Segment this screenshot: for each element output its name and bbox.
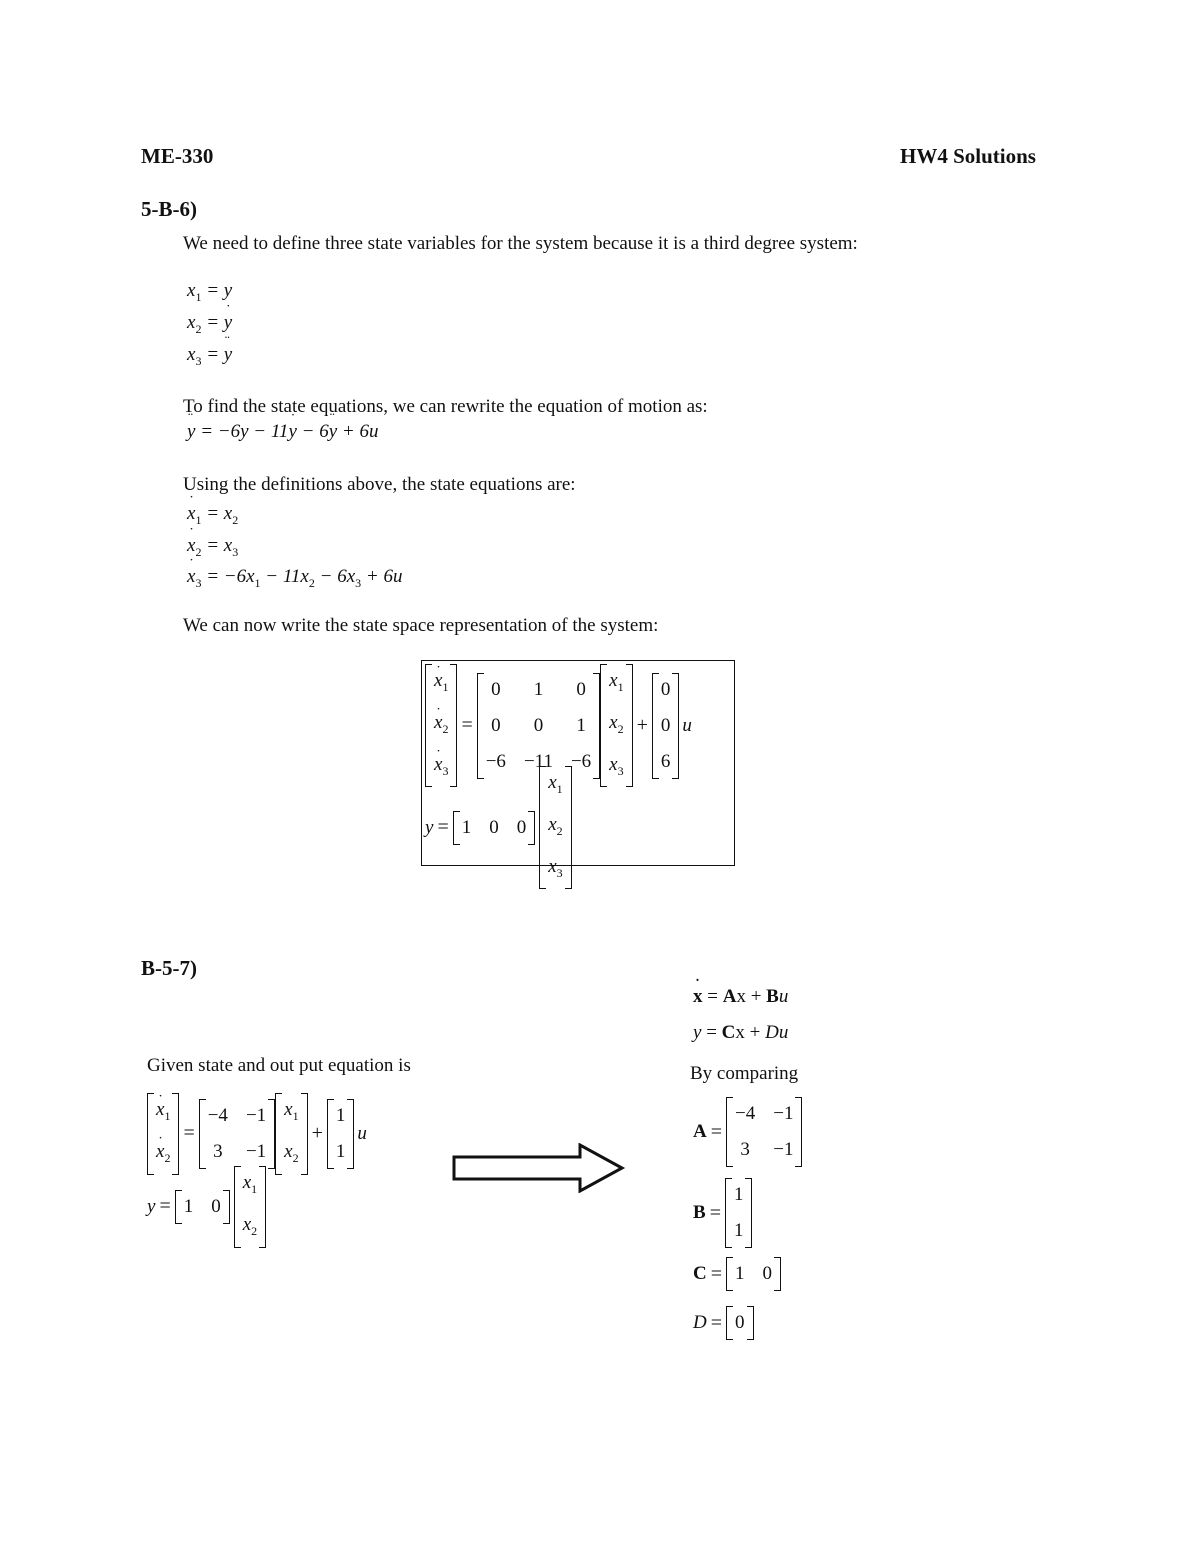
course-code: ME-330 xyxy=(141,144,214,168)
equation-of-motion: ¨ y = −6y − 11˙ y − 6¨ y + 6u xyxy=(187,421,378,443)
state-def-x3: $x_3$ = ¨ y xyxy=(187,344,232,369)
state-equation-matrix: ˙ $x_1$ ˙ $x_2$ ˙ $x_3$ = 0 1 0 0 0 1 −6 −11 −6 $x_1$ $x_2$ $x_3$ + 0 0 6 u xyxy=(425,664,692,787)
result-matrix-A: −4 −1 3 −1 xyxy=(726,1097,802,1167)
result-C: C = 1 0 xyxy=(693,1257,781,1291)
x-vector-1: $x_1$ $x_2$ $x_3$ xyxy=(600,664,632,787)
problem1-intro: We need to define three state variables for the system because it is a third degree system: xyxy=(183,233,858,254)
xdot-vector: ˙ $x_1$ ˙ $x_2$ ˙ $x_3$ xyxy=(425,664,457,787)
matrix-B-1: 0 0 6 xyxy=(652,673,680,779)
matrix-B-2: 1 1 xyxy=(327,1099,355,1169)
result-matrix-D: 0 xyxy=(726,1306,754,1340)
x-vector-2b: $x_1$ $x_2$ xyxy=(234,1166,266,1248)
state-eq-1: ˙ $x_1 = x_2$ xyxy=(187,503,238,528)
xdot-vector-2: ˙ $x_1$ ˙ $x_2$ xyxy=(147,1093,179,1175)
document-title: HW4 Solutions xyxy=(900,144,1036,168)
compare-text: By comparing xyxy=(690,1063,799,1084)
x-vector-2: $x_1$ $x_2$ xyxy=(275,1093,307,1175)
x-vector-1b: $x_1$ $x_2$ $x_3$ xyxy=(539,766,571,889)
matrix-A-2: −4 −1 3 −1 xyxy=(199,1099,275,1169)
problem-label-5-B-6: 5-B-6) xyxy=(141,197,197,221)
standard-output-form: y = Cx + Du xyxy=(693,1022,789,1043)
right-arrow-icon xyxy=(452,1143,627,1193)
matrix-C-2: 1 0 xyxy=(175,1190,230,1224)
rewrite-text: To find the state equations, we can rewrite the equation of motion as: xyxy=(183,396,708,417)
state-def-x2: $x_2$ = ˙ y xyxy=(187,312,232,337)
problem-label-B-5-7: B-5-7) xyxy=(141,956,197,980)
result-A: A = −4 −1 3 −1 xyxy=(693,1097,802,1167)
state-eq-2: ˙ $x_2 = x_3$ xyxy=(187,535,238,560)
standard-state-form: ˙ x = Ax + Bu xyxy=(693,986,788,1008)
result-matrix-C: 1 0 xyxy=(726,1257,781,1291)
state-eq-3: ˙ $x_3 = -6x_1 - 11x_2 - 6x_3 + 6u$ xyxy=(187,566,402,591)
result-B: B = 1 1 xyxy=(693,1178,752,1248)
matrix-C-1: 1 0 0 xyxy=(453,811,536,845)
output-equation-matrix: y = 1 0 0 $x_1$ $x_2$ $x_3$ xyxy=(425,766,572,889)
result-matrix-B: 1 1 xyxy=(725,1178,753,1248)
matrix-A-1: 0 1 0 0 0 1 −6 −11 −6 xyxy=(477,673,600,779)
given-output-equation: y = 1 0 $x_1$ $x_2$ xyxy=(147,1166,266,1248)
state-def-x1: $x_1 = y$ xyxy=(187,280,233,304)
using-text: Using the definitions above, the state equations are: xyxy=(183,474,576,495)
given-text: Given state and out put equation is xyxy=(147,1055,411,1076)
result-D: D = 0 xyxy=(693,1306,754,1340)
state-space-text: We can now write the state space representation of the system: xyxy=(183,615,659,636)
given-state-equation: ˙ $x_1$ ˙ $x_2$ = −4 −1 3 −1 $x_1$ $x_2$ + 1 1 u xyxy=(147,1093,367,1175)
